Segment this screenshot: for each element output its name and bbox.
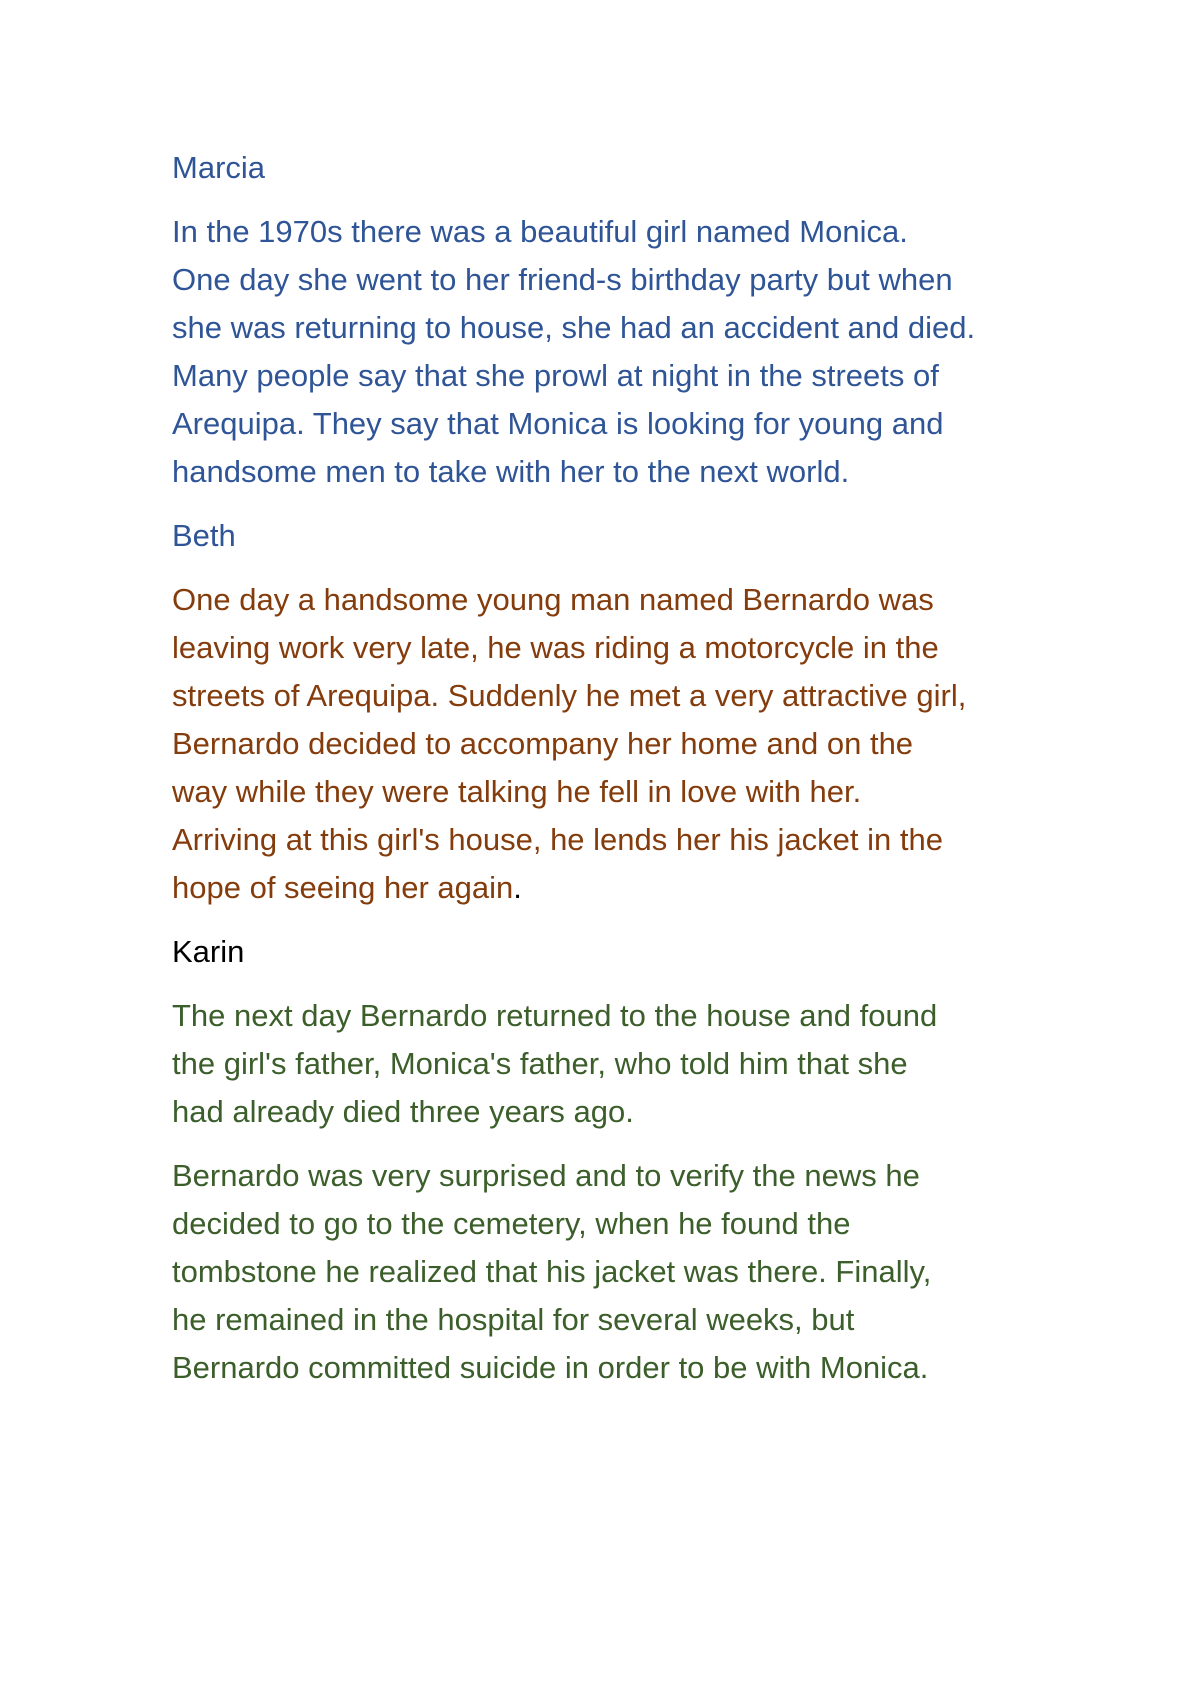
- paragraph: [172, 992, 1052, 1136]
- text-line-body: hope of seeing her again: [172, 870, 514, 905]
- text-line: One day a handsome young man named Bernardo was: [172, 582, 934, 617]
- text-line: Bernardo was very surprised and to verify the news he: [172, 1158, 920, 1193]
- text-line: Many people say that she prowl at night in the streets of: [172, 358, 939, 393]
- text-line: leaving work very late, he was riding a motorcycle in the: [172, 630, 939, 665]
- text-line: she was returning to house, she had an accident and died.: [172, 310, 976, 345]
- text-line: Bernardo committed suicide in order to be with Monica.: [172, 1350, 929, 1385]
- text-line: had already died three years ago.: [172, 1094, 634, 1129]
- trailing-period: .: [513, 870, 522, 905]
- text-line: In the 1970s there was a beautiful girl named Monica.: [172, 214, 908, 249]
- text-line: Bernardo decided to accompany her home and on the: [172, 726, 914, 761]
- text-line: One day she went to her friend-s birthday party but when: [172, 262, 953, 297]
- text-line: way while they were talking he fell in love with her.: [172, 774, 862, 809]
- paragraph: [172, 576, 1052, 912]
- text-line: handsome men to take with her to the next world.: [172, 454, 850, 489]
- text-line: Arriving at this girl's house, he lends her his jacket in the: [172, 822, 943, 857]
- section-marcia: [172, 144, 1052, 496]
- text-line: The next day Bernardo returned to the house and found: [172, 998, 938, 1033]
- text-line: the girl's father, Monica's father, who told him that she: [172, 1046, 908, 1081]
- paragraph: [172, 208, 1052, 496]
- text-line-last: [172, 864, 1052, 912]
- author-name: Beth: [172, 518, 236, 553]
- text-line: decided to go to the cemetery, when he found the: [172, 1206, 851, 1241]
- section-beth: [172, 512, 1052, 912]
- text-line: streets of Arequipa. Suddenly he met a very attractive girl,: [172, 678, 967, 713]
- text-line: tombstone he realized that his jacket was there. Finally,: [172, 1254, 932, 1289]
- section-karin: [172, 928, 1052, 1392]
- paragraph: [172, 1152, 1052, 1392]
- author-name: Karin: [172, 934, 245, 969]
- author-name: Marcia: [172, 150, 266, 185]
- text-line: Arequipa. They say that Monica is looking for young and: [172, 406, 944, 441]
- text-line: he remained in the hospital for several weeks, but: [172, 1302, 855, 1337]
- document-body: [172, 144, 1052, 1408]
